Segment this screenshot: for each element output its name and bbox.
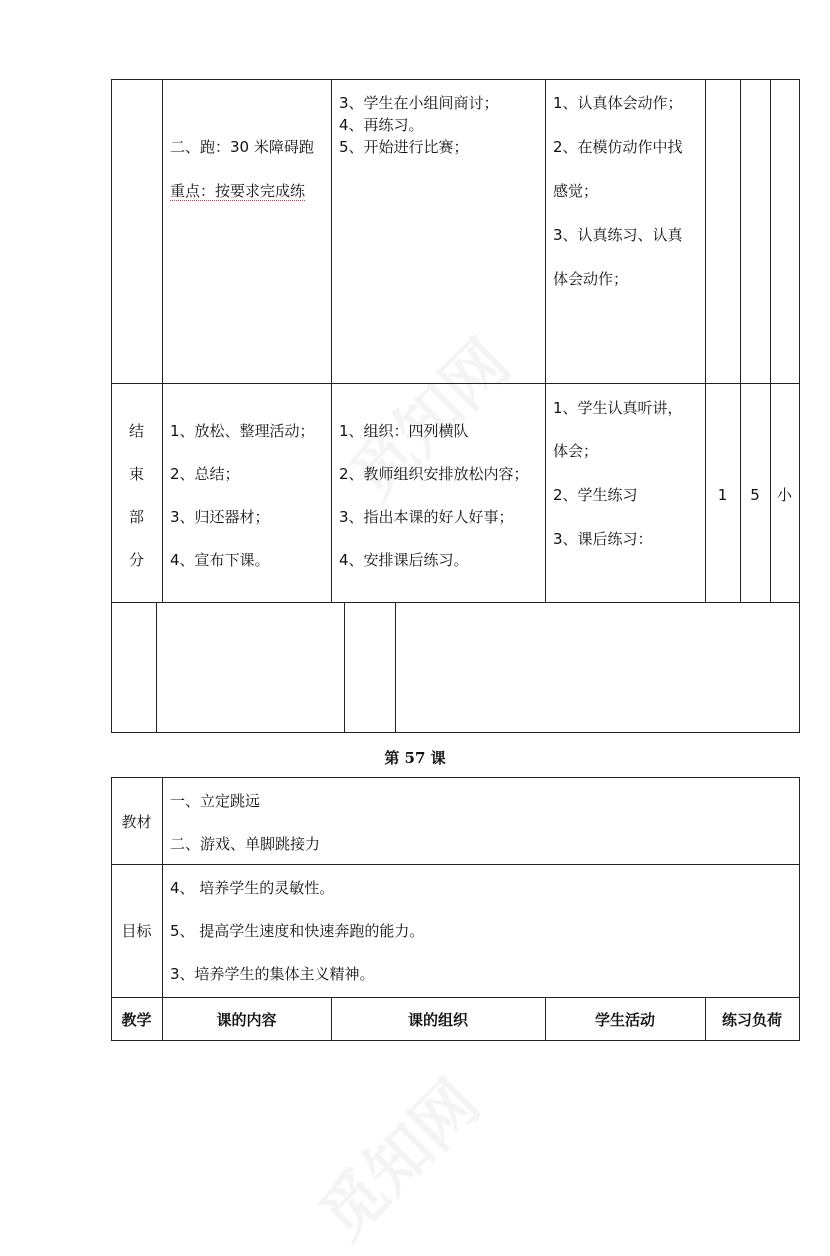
row2-content-line: 2、总结； xyxy=(170,465,240,483)
section-char: 部 xyxy=(128,508,144,526)
material-line: 一、立定跳远 xyxy=(170,792,261,810)
material-line: 二、游戏、单脚跳接力 xyxy=(170,835,321,853)
row1-activity-line: 3、认真练习、认真 xyxy=(553,226,683,244)
row2-org-line: 1、组织：四列横队 xyxy=(339,422,469,440)
row2-activity-line: 体会； xyxy=(553,442,599,460)
load-times: 1 xyxy=(717,486,728,504)
row1-activity-line: 体会动作； xyxy=(553,270,629,288)
header-content: 课的内容 xyxy=(216,1011,277,1029)
row1-activity-line: 感觉； xyxy=(553,182,599,200)
section-char: 结 xyxy=(128,422,144,440)
row2-content-line: 4、宣布下课。 xyxy=(170,551,270,569)
row2-content-line: 3、归还器材； xyxy=(170,508,270,526)
material-label: 教材 xyxy=(121,813,152,831)
goal-line: 5、 提高学生速度和快速奔跑的能力。 xyxy=(170,922,425,940)
header-teach: 教学 xyxy=(121,1011,152,1029)
row1-activity-line: 2、在模仿动作中找 xyxy=(553,138,683,156)
row2-org-line: 3、指出本课的好人好事； xyxy=(339,508,514,526)
section-char: 束 xyxy=(128,465,144,483)
watermark xyxy=(326,316,527,517)
row2-activity-line: 3、课后练习： xyxy=(553,530,653,548)
row1-org-line: 5、开始进行比赛； xyxy=(339,138,469,156)
goal-line: 4、 培养学生的灵敏性。 xyxy=(170,879,335,897)
lesson-title: 第 57 课 xyxy=(384,749,446,767)
row2-activity-line: 1、学生认真听讲， xyxy=(553,399,683,417)
load-intensity: 小 xyxy=(776,486,792,504)
row1-content-line-2-text: 重点：按要求完成练 xyxy=(170,182,306,200)
row1-org-line: 3、学生在小组间商讨； xyxy=(339,94,499,112)
row1-content-line-2 xyxy=(170,181,305,201)
row1-activity-line: 1、认真体会动作； xyxy=(553,94,683,112)
goal-line: 3、培养学生的集体主义精神。 xyxy=(170,965,375,983)
row1-org-line: 4、再练习。 xyxy=(339,116,424,134)
row2-org-line: 2、教师组织安排放松内容； xyxy=(339,465,529,483)
row2-activity-line: 2、学生练习 xyxy=(553,486,638,504)
header-activity: 学生活动 xyxy=(594,1011,655,1029)
row2-org-line: 4、安排课后练习。 xyxy=(339,551,469,569)
goal-label: 目标 xyxy=(121,922,152,940)
load-minutes: 5 xyxy=(750,486,760,504)
section-char: 分 xyxy=(128,551,144,569)
watermark xyxy=(296,1056,497,1256)
row1-content-line-1: 二、跑：30 米障碍跑 xyxy=(170,138,314,156)
row1-organization xyxy=(339,92,499,158)
header-load: 练习负荷 xyxy=(721,1011,782,1029)
row2-content-line: 1、放松、整理活动； xyxy=(170,422,315,440)
header-organization: 课的组织 xyxy=(407,1011,468,1029)
